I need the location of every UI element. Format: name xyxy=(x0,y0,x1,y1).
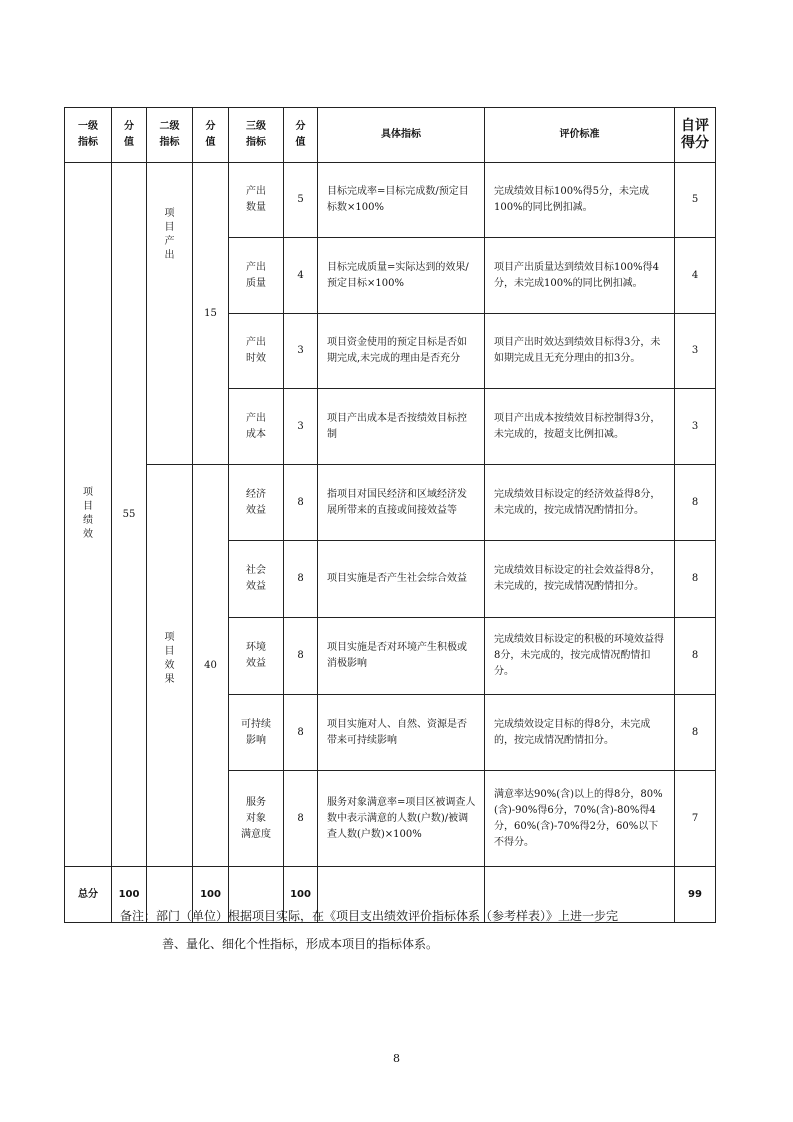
level3-name: 经济 效益 xyxy=(229,465,284,541)
level3-score: 8 xyxy=(284,695,318,771)
header-score3: 分 值 xyxy=(284,108,318,163)
total-score2: 100 xyxy=(193,867,229,923)
criteria-text: 完成绩效目标设定的经济效益得8分，未完成的，按完成情况酌情扣分。 xyxy=(485,465,675,541)
header-score2: 分 值 xyxy=(193,108,229,163)
group-effect-score: 40 xyxy=(193,465,229,867)
evaluation-table xyxy=(64,107,716,923)
level3-name: 环境 效益 xyxy=(229,618,284,695)
level3-name: 产出 时效 xyxy=(229,314,284,389)
indicator-text: 指项目对国民经济和区域经济发展所带来的直接或间接效益等 xyxy=(318,465,485,541)
level3-name: 服务 对象 满意度 xyxy=(229,771,284,867)
level3-name: 产出 质量 xyxy=(229,238,284,314)
group-output-cell xyxy=(147,163,193,465)
total-label: 总分 xyxy=(65,867,112,923)
self-score: 4 xyxy=(675,238,716,314)
group-effect-name: 项目效果 xyxy=(164,632,175,685)
footnote-line1: 备注：部门（单位）根据项目实际，在《项目支出绩效评价指标体系（参考样表）》上进一步完 xyxy=(120,909,619,923)
page-number: 8 xyxy=(393,1052,400,1065)
level3-name: 产出 成本 xyxy=(229,389,284,465)
self-score: 3 xyxy=(675,314,716,389)
level3-name: 产出 数量 xyxy=(229,163,284,238)
header-criteria: 评价标准 xyxy=(485,108,675,163)
footnote xyxy=(120,906,680,954)
indicator-text: 项目实施对人、自然、资源是否带来可持续影响 xyxy=(318,695,485,771)
self-score: 8 xyxy=(675,541,716,618)
level3-score: 8 xyxy=(284,541,318,618)
level1-name-cell xyxy=(65,163,112,867)
level3-score: 4 xyxy=(284,238,318,314)
total-score3: 100 xyxy=(284,867,318,923)
self-score: 8 xyxy=(675,695,716,771)
criteria-text: 项目产出质量达到绩效目标100%得4分，未完成100%的同比例扣减。 xyxy=(485,238,675,314)
level3-score: 3 xyxy=(284,389,318,465)
header-row xyxy=(65,108,716,163)
total-self-score: 99 xyxy=(675,867,716,923)
self-score: 8 xyxy=(675,618,716,695)
criteria-text: 项目产出时效达到绩效目标得3分，未如期完成且无充分理由的扣3分。 xyxy=(485,314,675,389)
self-score: 5 xyxy=(675,163,716,238)
indicator-text: 项目实施是否产生社会综合效益 xyxy=(318,541,485,618)
indicator-text: 目标完成质量=实际达到的效果/预定目标×100% xyxy=(318,238,485,314)
level1-name: 项目绩效 xyxy=(83,487,93,540)
header-score1: 分 值 xyxy=(112,108,147,163)
level3-score: 8 xyxy=(284,465,318,541)
criteria-text: 完成绩效目标设定的积极的环境效益得8分，未完成的，按完成情况酌情扣分。 xyxy=(485,618,675,695)
level3-name: 社会 效益 xyxy=(229,541,284,618)
criteria-text: 完成绩效目标设定的社会效益得8分，未完成的，按完成情况酌情扣分。 xyxy=(485,541,675,618)
self-score: 7 xyxy=(675,771,716,867)
group-output-score: 15 xyxy=(193,163,229,465)
level3-score: 8 xyxy=(284,771,318,867)
self-score: 8 xyxy=(675,465,716,541)
self-score: 3 xyxy=(675,389,716,465)
level3-name: 可持续 影响 xyxy=(229,695,284,771)
level3-score: 5 xyxy=(284,163,318,238)
criteria-text: 完成绩效目标100%得5分，未完成100%的同比例扣减。 xyxy=(485,163,675,238)
level1-score: 55 xyxy=(112,163,147,867)
indicator-text: 项目产出成本是否按绩效目标控制 xyxy=(318,389,485,465)
group-output-name: 项目产出 xyxy=(164,208,175,261)
group-effect-cell xyxy=(147,465,193,867)
indicator-text: 服务对象满意率=项目区被调查人数中表示满意的人数(户数)/被调查人数(户数)×100% xyxy=(318,771,485,867)
table-row xyxy=(65,465,716,541)
level3-score: 8 xyxy=(284,618,318,695)
header-level1: 一级 指标 xyxy=(65,108,112,163)
criteria-text: 满意率达90%(含)以上的得8分，80%(含)-90%得6分，70%(含)-80%得4分，60%(含)-70%得2分，60%以下不得分。 xyxy=(485,771,675,867)
criteria-text: 完成绩效设定目标的得8分，未完成的，按完成情况酌情扣分。 xyxy=(485,695,675,771)
footnote-line2: 善、量化、细化个性指标，形成本项目的指标体系。 xyxy=(162,937,439,951)
header-level3: 三级 指标 xyxy=(229,108,284,163)
indicator-text: 项目资金使用的预定目标是否如期完成,未完成的理由是否充分 xyxy=(318,314,485,389)
indicator-text: 目标完成率=目标完成数/预定目标数×100% xyxy=(318,163,485,238)
indicator-text: 项目实施是否对环境产生积极或消极影响 xyxy=(318,618,485,695)
table-row xyxy=(65,163,716,238)
header-level2: 二级 指标 xyxy=(147,108,193,163)
total-score1: 100 xyxy=(112,867,147,923)
level3-score: 3 xyxy=(284,314,318,389)
criteria-text: 项目产出成本按绩效目标控制得3分，未完成的，按超支比例扣减。 xyxy=(485,389,675,465)
header-indicator: 具体指标 xyxy=(318,108,485,163)
header-self-score: 自评 得分 xyxy=(675,108,716,163)
